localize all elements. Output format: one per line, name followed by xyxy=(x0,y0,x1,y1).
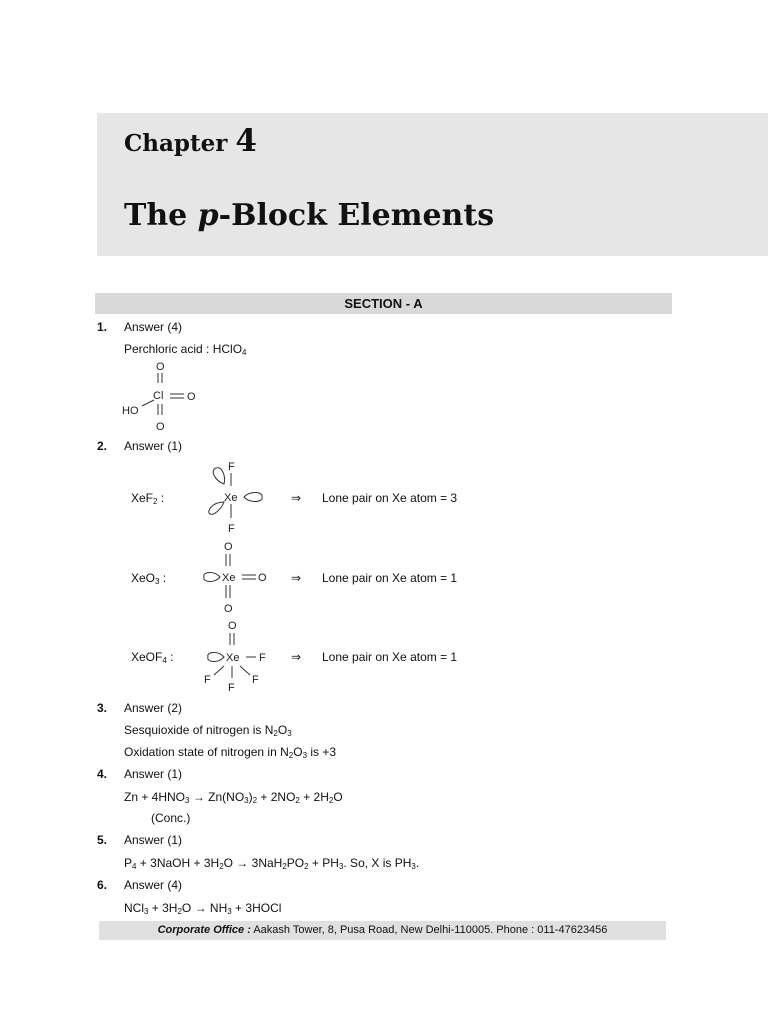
struct-atom: HO xyxy=(122,405,139,417)
xef2-structure xyxy=(200,458,270,536)
lone-pair-icon xyxy=(213,468,224,484)
answer-label: Answer (4) xyxy=(124,320,183,334)
question-number: 2. xyxy=(97,439,108,453)
lone-pair-icon xyxy=(208,652,224,661)
answer-label: Answer (1) xyxy=(124,833,183,847)
answer-label: Answer (1) xyxy=(124,767,183,781)
q3-line-2: Oxidation state of nitrogen in $N_2O_3$ is +3 xyxy=(124,745,337,760)
struct-atom: Xe xyxy=(226,652,240,664)
struct-atom: O xyxy=(156,361,165,373)
answer-label: Answer (4) xyxy=(124,878,183,892)
xeo3-result: Lone pair on Xe atom = 1 xyxy=(322,571,458,585)
footer-label: Corporate Office : xyxy=(157,924,251,936)
question-number: 3. xyxy=(97,701,108,715)
footer-address: Aakash Tower, 8, Pusa Road, New Delhi-110005. Phone : 011-47623456 xyxy=(250,924,608,936)
lone-pair-icon xyxy=(244,492,262,501)
section-heading: SECTION - A xyxy=(95,293,672,314)
struct-atom: O xyxy=(258,572,267,584)
implies-arrow: ⇒ xyxy=(291,491,302,505)
struct-atom: O xyxy=(224,541,233,553)
xeof4-result: Lone pair on Xe atom = 1 xyxy=(322,650,458,664)
chapter-header xyxy=(97,113,768,256)
xef2-formula: XeF$_2$ : xyxy=(131,491,165,506)
q6-equation: $NCl_3 + 3H_2O \to NH_3$ + 3HOCl xyxy=(124,901,282,916)
question-number: 6. xyxy=(97,878,108,892)
struct-atom: F xyxy=(204,674,211,686)
struct-atom: F xyxy=(259,652,266,664)
lone-pair-icon xyxy=(209,502,224,514)
lone-pair-icon xyxy=(204,572,220,581)
q5-equation: $P_4$ + 3NaOH + $3H_2O \to 3NaH_2PO_2 + PH_3$. So, X is $PH_3$. xyxy=(124,856,420,871)
q4-note: (Conc.) xyxy=(151,811,191,825)
question-number: 5. xyxy=(97,833,108,847)
perchloric-acid-structure xyxy=(118,358,208,436)
answer-label: Answer (1) xyxy=(124,439,183,453)
xeof4-structure xyxy=(200,617,275,695)
q3-line-1: Sesquioxide of nitrogen is $N_2O_3$ xyxy=(124,723,292,738)
struct-atom: Xe xyxy=(222,572,236,584)
struct-atom: F xyxy=(228,523,235,535)
xef2-result: Lone pair on Xe atom = 3 xyxy=(322,491,458,505)
struct-atom: Xe xyxy=(224,492,238,504)
footer-corporate-office xyxy=(99,921,666,940)
struct-atom: O xyxy=(228,620,237,632)
struct-atom: O xyxy=(224,603,233,615)
struct-atom: F xyxy=(228,461,235,473)
chapter-number: 4 xyxy=(235,123,257,159)
struct-atom: O xyxy=(156,421,165,433)
xeof4-formula: XeOF$_4$ : xyxy=(131,650,174,665)
implies-arrow: ⇒ xyxy=(291,571,302,585)
question-number: 4. xyxy=(97,767,108,781)
chapter-label: Chapter 4 xyxy=(124,123,257,159)
struct-atom: O xyxy=(187,391,196,403)
q1-statement: Perchloric acid : HClO$_4$ xyxy=(124,342,247,357)
answer-label: Answer (2) xyxy=(124,701,183,715)
struct-atom: F xyxy=(252,674,259,686)
struct-atom: F xyxy=(228,682,235,694)
question-number: 1. xyxy=(97,320,108,334)
implies-arrow: ⇒ xyxy=(291,650,302,664)
struct-atom: Cl xyxy=(153,390,164,402)
chapter-title: The p-Block Elements xyxy=(124,198,495,233)
xeo3-structure xyxy=(200,538,275,616)
q4-equation: $Zn + 4HNO_3 \to Zn(NO_3)_2 + 2NO_2 + 2H_2O$ xyxy=(124,790,343,805)
xeo3-formula: XeO$_3$ : xyxy=(131,571,167,586)
